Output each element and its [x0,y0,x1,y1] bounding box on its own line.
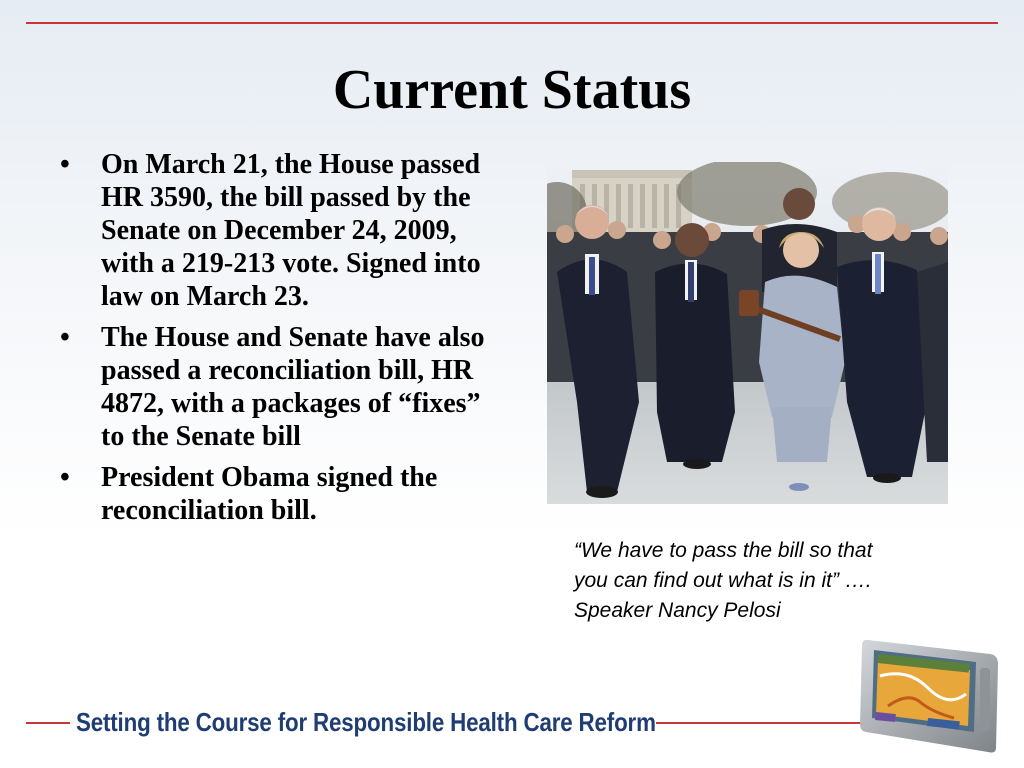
bullet-text: The House and Senate have also passed a reconciliation bill, HR 4872, with a packages of “fixes” to the Senate bill [101,322,485,452]
bullet-marker: • [60,149,70,180]
bullet-marker: • [60,462,70,493]
bullet-text: On March 21, the House passed HR 3590, the bill passed by the Senate on December 24, 2009, with a 219-213 vote. Signed into law on March 23. [101,149,481,312]
bullet-item [58,321,498,453]
bullet-text: President Obama signed the reconciliation bill. [101,462,438,526]
slide-title: Current Status [332,59,692,121]
bullet-item [58,148,498,313]
top-divider [26,22,998,24]
footer-banner-text: Setting the Course for Responsible Health Care Reform [76,707,656,737]
bullet-item [58,461,498,527]
footer-divider-right [656,722,866,724]
bullet-list [58,148,498,535]
gps-navigator-icon [858,632,1004,756]
quote-caption: “We have to pass the bill so that you can find out what is in it” …. Speaker Nancy Pelosi [574,539,873,622]
footer-divider-left [26,722,70,724]
bullet-marker: • [60,322,70,353]
group-photo [547,162,948,504]
